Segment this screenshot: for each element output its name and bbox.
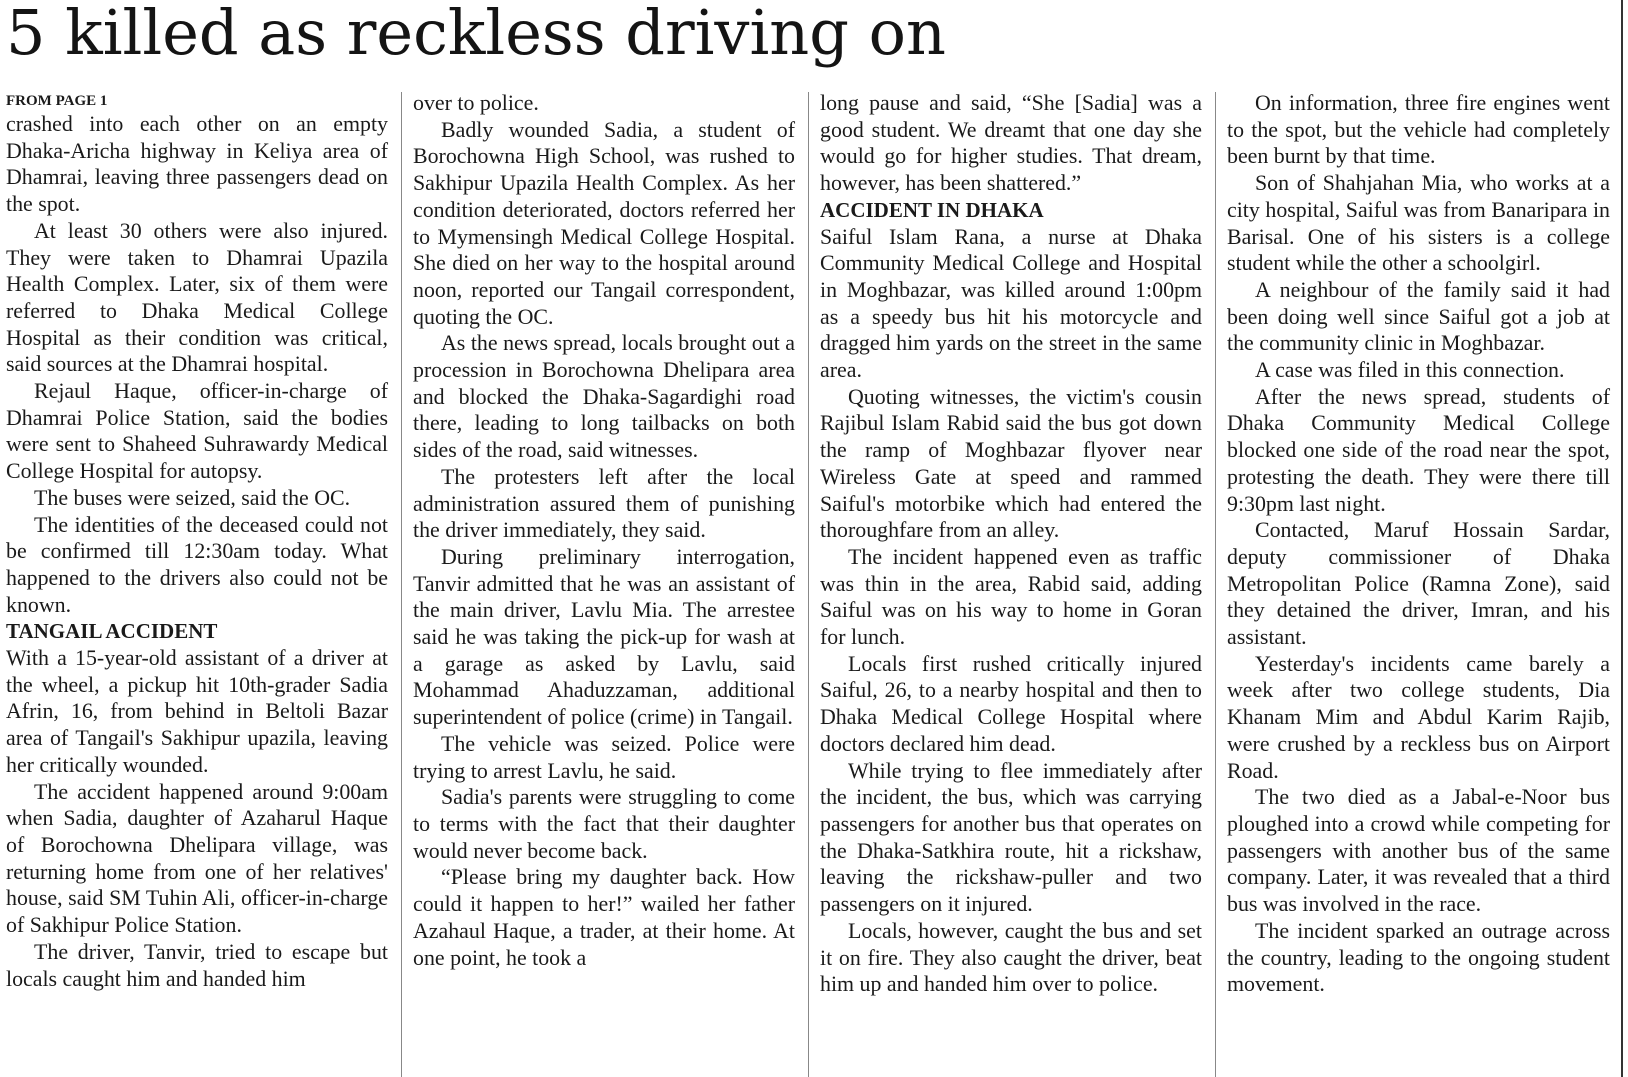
paragraph: Badly wounded Sadia, a student of Borochowna High School, was rushed to Sakhipur Upazila Health Complex. As her condition deteriorated, doctors referred her to Mymensingh Medical College Hospital. She died on her way to the hospital around noon, reported our Tangail correspondent, quoting the OC.	[413, 116, 795, 329]
column-rule	[808, 92, 809, 1077]
article-column-3	[820, 90, 1202, 998]
paragraph: Quoting witnesses, the victim's cousin Rajibul Islam Rabid said the bus got down the ramp of Moghbazar flyover near Wireless Gate at speed and rammed Saiful's motorbike which had entered the thoroughfare from an alley.	[820, 383, 1202, 543]
headline: 5 killed as reckless driving on	[6, 0, 946, 69]
continuation-label: FROM PAGE 1	[6, 93, 108, 109]
paragraph: Rejaul Haque, officer-in-charge of Dhamrai Police Station, said the bodies were sent to Shaheed Suhrawardy Medical College Hospital for autopsy.	[6, 378, 388, 484]
paragraph: During preliminary interrogation, Tanvir admitted that he was an assistant of the main driver, Lavlu Mia. The arrestee said he was taking the pick-up for wash at a garage as asked by Lavlu, said Mohammad Ahaduzzaman, additional superintendent of police (crime) in Tangail.	[413, 543, 795, 730]
section-subhead: ACCIDENT IN DHAKA	[820, 197, 1044, 222]
paragraph: “Please bring my daughter back. How could it happen to her!” wailed her father Azahaul Haque, a trader, at their home. At one point, he took a	[413, 864, 795, 970]
paragraph: The two died as a Jabal-e-Noor bus ploughed into a crowd while competing for passengers with another bus of the same company. Later, it was revealed that a third bus was involved in the race.	[1227, 784, 1610, 917]
paragraph: Contacted, Maruf Hossain Sardar, deputy commissioner of Dhaka Metropolitan Police (Ramna Zone), said they detained the driver, Imran, and his assistant.	[1227, 517, 1610, 650]
paragraph: The incident sparked an outrage across the country, leading to the ongoing student movement.	[1227, 917, 1610, 997]
paragraph: Locals, however, caught the bus and set it on fire. They also caught the driver, beat him up and handed him over to police.	[820, 917, 1202, 997]
paragraph: As the news spread, locals brought out a procession in Borochowna Dhelipara area and blocked the Dhaka-Sagardighi road there, leading to long tailbacks on both sides of the road, said witnesses.	[413, 330, 795, 463]
paragraph: crashed into each other on an empty Dhaka-Aricha highway in Keliya area of Dhamrai, leaving three passengers dead on the spot.	[6, 111, 388, 217]
paragraph: After the news spread, students of Dhaka Community Medical College blocked one side of the road near the spot, protesting the death. They were there till 9:30pm last night.	[1227, 383, 1610, 516]
paragraph: The identities of the deceased could not be confirmed till 12:30am today. What happened to the drivers also could not be known.	[6, 511, 388, 617]
paragraph: The buses were seized, said the OC.	[34, 484, 351, 510]
paragraph: over to police.	[413, 90, 539, 115]
paragraph: The accident happened around 9:00am when Sadia, daughter of Azaharul Haque of Borochowna Dhelipara village, was returning home from one of her relatives' house, said SM Tuhin Ali, officer-in-charge of Sakhipur Police Station.	[6, 778, 388, 938]
paragraph: The protesters left after the local administration assured them of punishing the driver immediately, they said.	[413, 463, 795, 543]
paragraph: long pause and said, “She [Sadia] was a good student. We dreamt that one day she would go for higher studies. That dream, however, has been shattered.”	[820, 90, 1202, 196]
article-column-1	[6, 90, 388, 992]
page-edge-scan-line	[1621, 0, 1623, 1077]
article-column-4	[1227, 90, 1610, 998]
paragraph: Locals first rushed critically injured Saiful, 26, to a nearby hospital and then to Dhaka Medical College Hospital where doctors declared him dead.	[820, 650, 1202, 756]
paragraph: Sadia's parents were struggling to come to terms with the fact that their daughter would never become back.	[413, 784, 795, 863]
article-column-2	[413, 90, 795, 971]
paragraph: Son of Shahjahan Mia, who works at a city hospital, Saiful was from Banaripara in Barisal. One of his sisters is a college student while the other a schoolgirl.	[1227, 170, 1610, 276]
section-subhead: TANGAIL ACCIDENT	[6, 619, 218, 644]
paragraph: At least 30 others were also injured. They were taken to Dhamrai Upazila Health Complex. Later, six of them were referred to Dhaka Medical College Hospital as their condition was critical, said sources at the Dhamrai hospital.	[6, 217, 388, 377]
paragraph: A case was filed in this connection.	[1255, 357, 1565, 383]
paragraph: While trying to flee immediately after the incident, the bus, which was carrying passengers for another bus that operates on the Dhaka-Satkhira route, hit a rickshaw, leaving the rickshaw-puller and two passengers on it injured.	[820, 757, 1202, 917]
paragraph: Yesterday's incidents came barely a week after two college students, Dia Khanam Mim and Abdul Karim Rajib, were crushed by a reckless bus on Airport Road.	[1227, 650, 1610, 783]
paragraph: A neighbour of the family said it had been doing well since Saiful got a job at the community clinic in Moghbazar.	[1227, 276, 1610, 356]
paragraph: The incident happened even as traffic was thin in the area, Rabid said, adding Saiful was on his way to home in Goran for lunch.	[820, 543, 1202, 650]
paragraph: The driver, Tanvir, tried to escape but locals caught him and handed him	[6, 938, 388, 991]
paragraph: Saiful Islam Rana, a nurse at Dhaka Community Medical College and Hospital in Moghbazar, was killed around 1:00pm as a speedy bus hit his motorcycle and dragged him yards on the street in the same area.	[820, 223, 1202, 383]
column-rule	[401, 92, 402, 1077]
paragraph: The vehicle was seized. Police were trying to arrest Lavlu, he said.	[413, 730, 795, 783]
paragraph: With a 15-year-old assistant of a driver at the wheel, a pickup hit 10th-grader Sadia Afrin, 16, from behind in Beltoli Bazar area of Tangail's Sakhipur upazila, leaving her critically wounded.	[6, 645, 388, 777]
paragraph: On information, three fire engines went to the spot, but the vehicle had completely been burnt by that time.	[1227, 90, 1610, 169]
column-rule	[1215, 92, 1216, 1077]
